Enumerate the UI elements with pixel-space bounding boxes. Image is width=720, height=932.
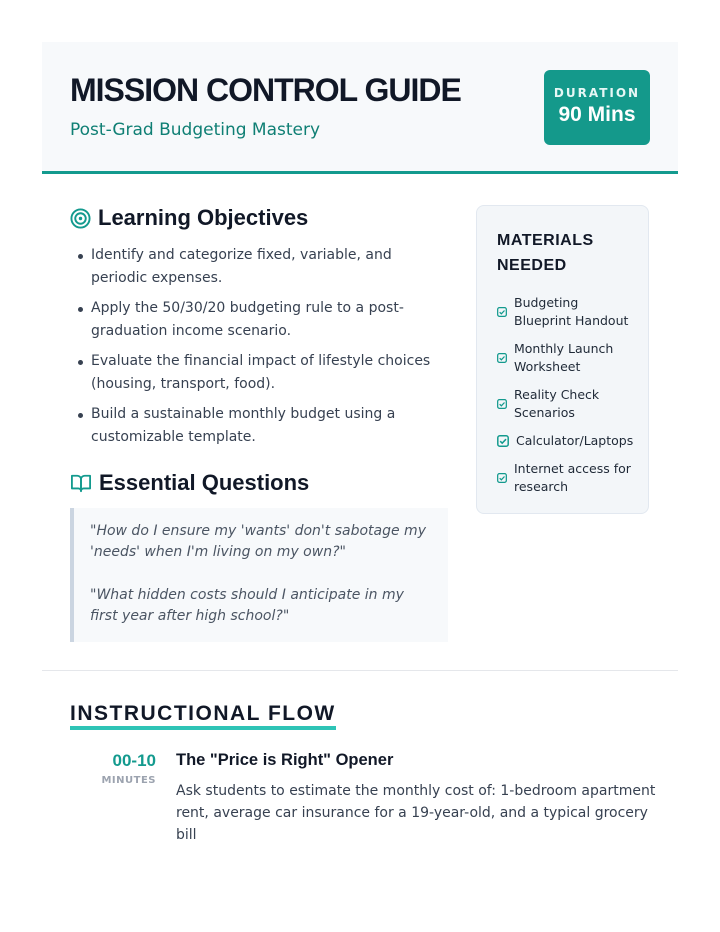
objectives-heading [70, 205, 308, 231]
duration-value: 90 Mins [558, 103, 636, 126]
material-item [497, 294, 636, 330]
check-square-icon [497, 307, 507, 317]
check-square-icon [497, 473, 507, 483]
section-divider [42, 670, 678, 671]
essential-questions-block [70, 508, 448, 642]
step-time [96, 751, 156, 786]
objectives-heading-text: Learning Objectives [98, 205, 309, 230]
list-item: Evaluate the financial impact of lifestyle choices (housing, transport, food). [91, 350, 451, 396]
material-item [497, 460, 636, 496]
target-icon [70, 208, 91, 229]
questions-heading-text: Essential Questions [99, 470, 310, 495]
page-subtitle: Post-Grad Budgeting Mastery [70, 120, 321, 140]
duration-badge [544, 70, 650, 145]
step-title: The "Price is Right" Opener [176, 751, 394, 769]
material-item [497, 386, 636, 422]
questions-heading [70, 470, 309, 496]
materials-title: MATERIALS NEEDED [497, 232, 594, 274]
material-label: Calculator/Laptops [516, 433, 634, 448]
duration-label: DURATION [553, 86, 641, 100]
materials-panel [476, 205, 649, 514]
question-quote: "How do I ensure my 'wants' don't sabotage my 'needs' when I'm living on my own?" [90, 523, 426, 560]
material-label: Internet access for research [514, 461, 631, 494]
material-item [497, 340, 636, 376]
check-square-icon [497, 399, 507, 409]
list-item: Apply the 50/30/20 budgeting rule to a post-graduation income scenario. [91, 297, 451, 343]
step-time-range: 00-10 [112, 751, 156, 770]
page-title: MISSION CONTROL GUIDE [70, 72, 461, 108]
open-book-icon [70, 473, 92, 493]
material-item [497, 432, 636, 450]
material-label: Monthly Launch Worksheet [514, 341, 614, 374]
step-description: Ask students to estimate the monthly cost of: 1-bedroom apartment rent, average car insurance for a 19-year-old, and a typical grocery bill [176, 783, 656, 843]
step-time-unit: MINUTES [101, 775, 156, 786]
guide-header [42, 42, 678, 174]
objectives-list [91, 244, 451, 456]
question-quote: "What hidden costs should I anticipate in my first year after high school?" [90, 587, 404, 624]
list-item: Build a sustainable monthly budget using a customizable template. [91, 403, 451, 449]
check-square-icon [497, 435, 509, 447]
list-item: Identify and categorize fixed, variable, and periodic expenses. [91, 244, 451, 290]
flow-title: INSTRUCTIONAL FLOW [70, 702, 336, 730]
check-square-icon [497, 353, 507, 363]
material-label: Reality Check Scenarios [514, 387, 600, 420]
material-label: Budgeting Blueprint Handout [514, 295, 629, 328]
